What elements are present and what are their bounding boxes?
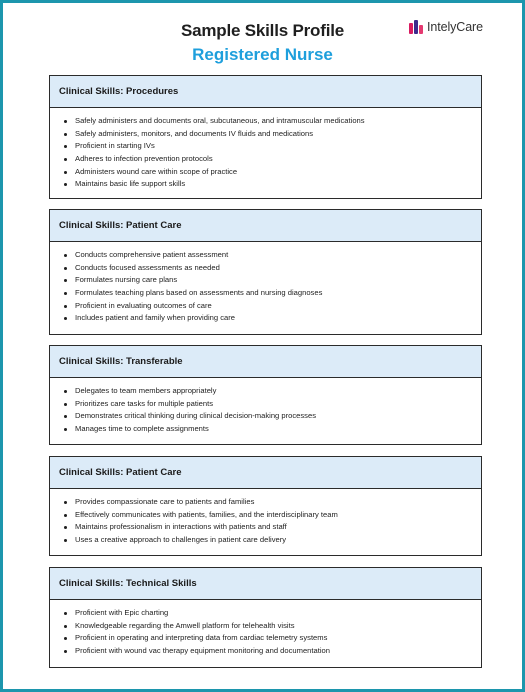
skills-list	[50, 242, 481, 325]
list-item: Formulates teaching plans based on assessments and nursing diagnoses	[50, 287, 481, 300]
list-item: Manages time to complete assignments	[50, 423, 481, 436]
list-item: Administers wound care within scope of practice	[50, 166, 481, 179]
list-item: Maintains professionalism in interactions with patients and staff	[50, 521, 481, 534]
section-heading: Clinical Skills: Patient Care	[50, 210, 481, 242]
page-title: Sample Skills Profile	[180, 21, 345, 40]
list-item: Safely administers and documents oral, subcutaneous, and intramuscular medications	[50, 115, 481, 128]
list-item: Conducts focused assessments as needed	[50, 262, 481, 275]
intelycare-logo-icon	[408, 19, 424, 35]
section-technical-skills	[49, 567, 482, 668]
skills-list	[50, 600, 481, 658]
list-item: Proficient with wound vac therapy equipment monitoring and documentation	[50, 645, 481, 658]
list-item: Proficient in operating and interpreting data from cardiac telemetry systems	[50, 632, 481, 645]
section-procedures	[49, 75, 482, 199]
list-item: Safely administers, monitors, and documents IV fluids and medications	[50, 128, 481, 141]
section-patient-care	[49, 209, 482, 335]
list-item: Conducts comprehensive patient assessment	[50, 249, 481, 262]
list-item: Proficient with Epic charting	[50, 607, 481, 620]
list-item: Proficient in evaluating outcomes of care	[50, 300, 481, 313]
list-item: Uses a creative approach to challenges in patient care delivery	[50, 534, 481, 547]
list-item: Provides compassionate care to patients and families	[50, 496, 481, 509]
list-item: Maintains basic life support skills	[50, 178, 481, 191]
list-item: Formulates nursing care plans	[50, 274, 481, 287]
list-item: Effectively communicates with patients, families, and the interdisciplinary team	[50, 509, 481, 522]
list-item: Adheres to infection prevention protocols	[50, 153, 481, 166]
intelycare-logo	[408, 17, 483, 37]
list-item: Delegates to team members appropriately	[50, 385, 481, 398]
list-item: Prioritizes care tasks for multiple patients	[50, 398, 481, 411]
section-transferable	[49, 345, 482, 445]
skills-list	[50, 378, 481, 436]
skills-list	[50, 108, 481, 191]
section-heading: Clinical Skills: Patient Care	[50, 457, 481, 489]
section-heading: Clinical Skills: Technical Skills	[50, 568, 481, 600]
logo-text: IntelyCare	[427, 20, 483, 34]
section-heading: Clinical Skills: Transferable	[50, 346, 481, 378]
list-item: Proficient in starting IVs	[50, 140, 481, 153]
list-item: Includes patient and family when providing care	[50, 312, 481, 325]
section-heading: Clinical Skills: Procedures	[50, 76, 481, 108]
page-subtitle: Registered Nurse	[192, 45, 333, 64]
list-item: Demonstrates critical thinking during clinical decision-making processes	[50, 410, 481, 423]
section-patient-care-2	[49, 456, 482, 556]
skills-list	[50, 489, 481, 547]
list-item: Knowledgeable regarding the Amwell platform for telehealth visits	[50, 620, 481, 633]
